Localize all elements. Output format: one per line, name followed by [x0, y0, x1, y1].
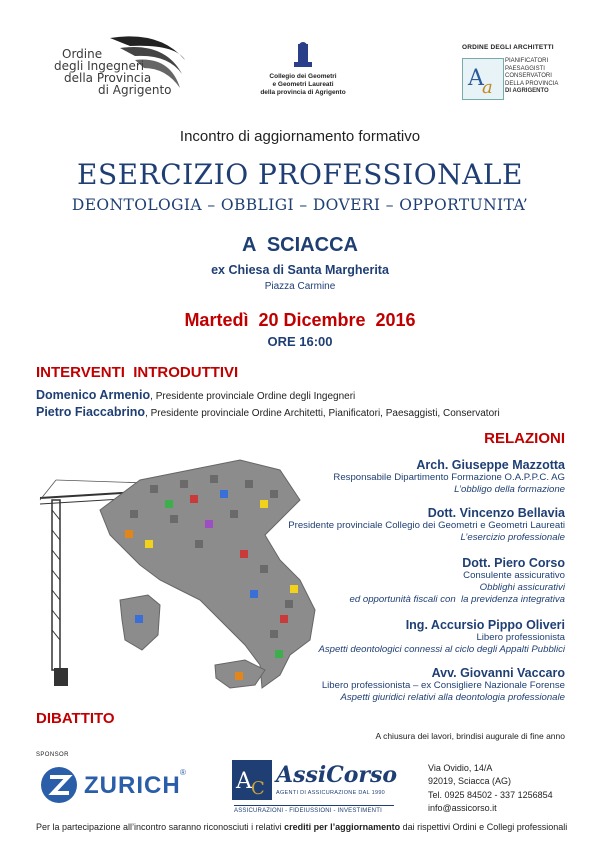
- logo-ordine-architetti: [462, 44, 572, 114]
- logo-ordine-ingegneri: [40, 30, 190, 110]
- contact-city: 92019, Sciacca (AG): [428, 776, 512, 787]
- zurich-registered-icon: ®: [180, 768, 186, 777]
- architetti-lines: [505, 58, 558, 96]
- relatore-role: Consulente assicurativo: [463, 570, 565, 581]
- zurich-logo: [40, 766, 200, 806]
- svg-text:a: a: [482, 77, 493, 98]
- event-venue: ex Chiesa di Santa Margherita: [211, 263, 389, 277]
- relazione-item: [235, 556, 565, 606]
- architetti-line: DI AGRIGENTO: [505, 88, 549, 95]
- relazione-item: [235, 506, 565, 544]
- relazione-topic: Obblighi assicurativi: [479, 582, 565, 593]
- intro-speaker-role: , Presidente provinciale Ordine degli Ingegneri: [150, 391, 356, 402]
- contact-email[interactable]: info@assicorso.it: [428, 803, 497, 814]
- relazione-topic: Aspetti deontologici connessi al ciclo degli Appalti Pubblici: [318, 644, 565, 655]
- assicorso-name: AssiCorso: [276, 762, 398, 788]
- sponsor-label: SPONSOR: [36, 752, 69, 758]
- svg-text:A: A: [236, 769, 252, 794]
- chiusura-note: A chiusura dei lavori, brindisi augurale di fine anno: [375, 731, 565, 741]
- event-city: A SCIACCA: [242, 234, 358, 256]
- intro-speaker-role: , Presidente provinciale Ordine Architetti, Pianificatori, Paesaggisti, Conservatori: [145, 408, 500, 419]
- relatore-name: Ing. Accursio Pippo Oliveri: [405, 618, 565, 632]
- ingegneri-line3: della Provincia: [64, 71, 152, 85]
- footer-credits: crediti per l’aggiornamento: [284, 822, 401, 832]
- relazione-topic: Aspetti giuridici relativi alla deontologia professionale: [340, 692, 565, 703]
- event-themes: DEONTOLOGIA – OBBLIGI – DOVERI – OPPORTUNITA’: [71, 196, 529, 214]
- intro-speaker: [36, 405, 500, 419]
- ingegneri-line1: Ordine: [62, 47, 103, 61]
- logo-collegio-geometri: [253, 40, 353, 110]
- architetti-line: CONSERVATORI: [505, 73, 552, 80]
- geometri-line2: e Geometri Laureati: [272, 81, 334, 88]
- dibattito-heading: DIBATTITO: [36, 710, 115, 727]
- assicorso-ac-icon: [232, 760, 272, 800]
- relazione-topic: L’esercizio professionale: [460, 532, 565, 543]
- architetti-title: ORDINE DEGLI ARCHITETTI: [462, 44, 554, 51]
- event-square: Piazza Carmine: [264, 281, 336, 292]
- relazione-topic: L’obbligo della formazione: [454, 484, 565, 495]
- assicorso-tagline: AGENTI DI ASSICURAZIONE DAL 1990: [276, 790, 386, 796]
- ingegneri-line4: di Agrigento: [98, 83, 172, 97]
- svg-text:A: A: [468, 66, 484, 91]
- contact-address: Via Ovidio, 14/A: [428, 763, 493, 773]
- footer-note: [36, 822, 567, 832]
- relazione-item: [235, 458, 565, 496]
- assicorso-services: ASSICURAZIONI - FIDEIUSSIONI - INVESTIMENTI: [234, 805, 394, 814]
- relazione-item: [235, 618, 565, 656]
- relatore-name: Dott. Piero Corso: [462, 556, 565, 570]
- assicorso-logo: [232, 760, 402, 818]
- architetti-line: DELLA PROVINCIA: [505, 80, 559, 87]
- svg-text:C: C: [251, 778, 265, 799]
- geometri-emblem-icon: [291, 40, 315, 70]
- event-title: ESERCIZIO PROFESSIONALE: [77, 158, 523, 191]
- geometri-line1: Collegio dei Geometri: [269, 73, 337, 80]
- intro-speaker-name: Domenico Armenio: [36, 388, 151, 402]
- event-time: ORE 16:00: [267, 334, 333, 349]
- sponsor-contacts: [428, 762, 553, 816]
- geometri-line3: della provincia di Agrigento: [260, 89, 346, 96]
- intro-speaker-name: Pietro Fiaccabrino: [36, 405, 146, 419]
- relazioni-heading: RELAZIONI: [484, 430, 565, 447]
- intro-heading: INTERVENTI INTRODUTTIVI: [36, 364, 239, 381]
- footer-post: dai rispettivi Ordini e Collegi professionali: [400, 822, 568, 832]
- architetti-aa-icon: [462, 58, 504, 100]
- relatore-role: Libero professionista: [476, 632, 565, 643]
- relazione-item: [235, 666, 565, 704]
- ingegneri-line2: degli Ingegneri: [54, 59, 145, 73]
- zurich-z-icon: [40, 766, 78, 804]
- footer-pre: Per la partecipazione all’incontro saranno riconosciuti i relativi: [36, 822, 285, 832]
- relatore-name: Arch. Giuseppe Mazzotta: [416, 458, 565, 472]
- intro-speaker: [36, 388, 355, 402]
- contact-phone: Tel. 0925 84502 - 337 1256854: [428, 789, 553, 800]
- relatore-name: Avv. Giovanni Vaccaro: [431, 666, 565, 680]
- event-subtitle: Incontro di aggiornamento formativo: [179, 128, 421, 145]
- architetti-line: PIANIFICATORI: [505, 58, 549, 64]
- relatore-role: Responsabile Dipartimento Formazione O.A.P.P.C. AG: [333, 472, 565, 483]
- relatore-role: Libero professionista – ex Consigliere Nazionale Forense: [321, 680, 565, 691]
- relatore-name: Dott. Vincenzo Bellavia: [427, 506, 565, 520]
- zurich-name: ZURICH: [84, 772, 181, 799]
- event-date: Martedì 20 Dicembre 2016: [184, 310, 416, 330]
- architetti-line: PAESAGGISTI: [505, 65, 545, 72]
- relatore-role: Presidente provinciale Collegio dei Geometri e Geometri Laureati: [288, 520, 565, 531]
- relazione-topic: ed opportunità fiscali con la previdenza integrativa: [349, 594, 565, 605]
